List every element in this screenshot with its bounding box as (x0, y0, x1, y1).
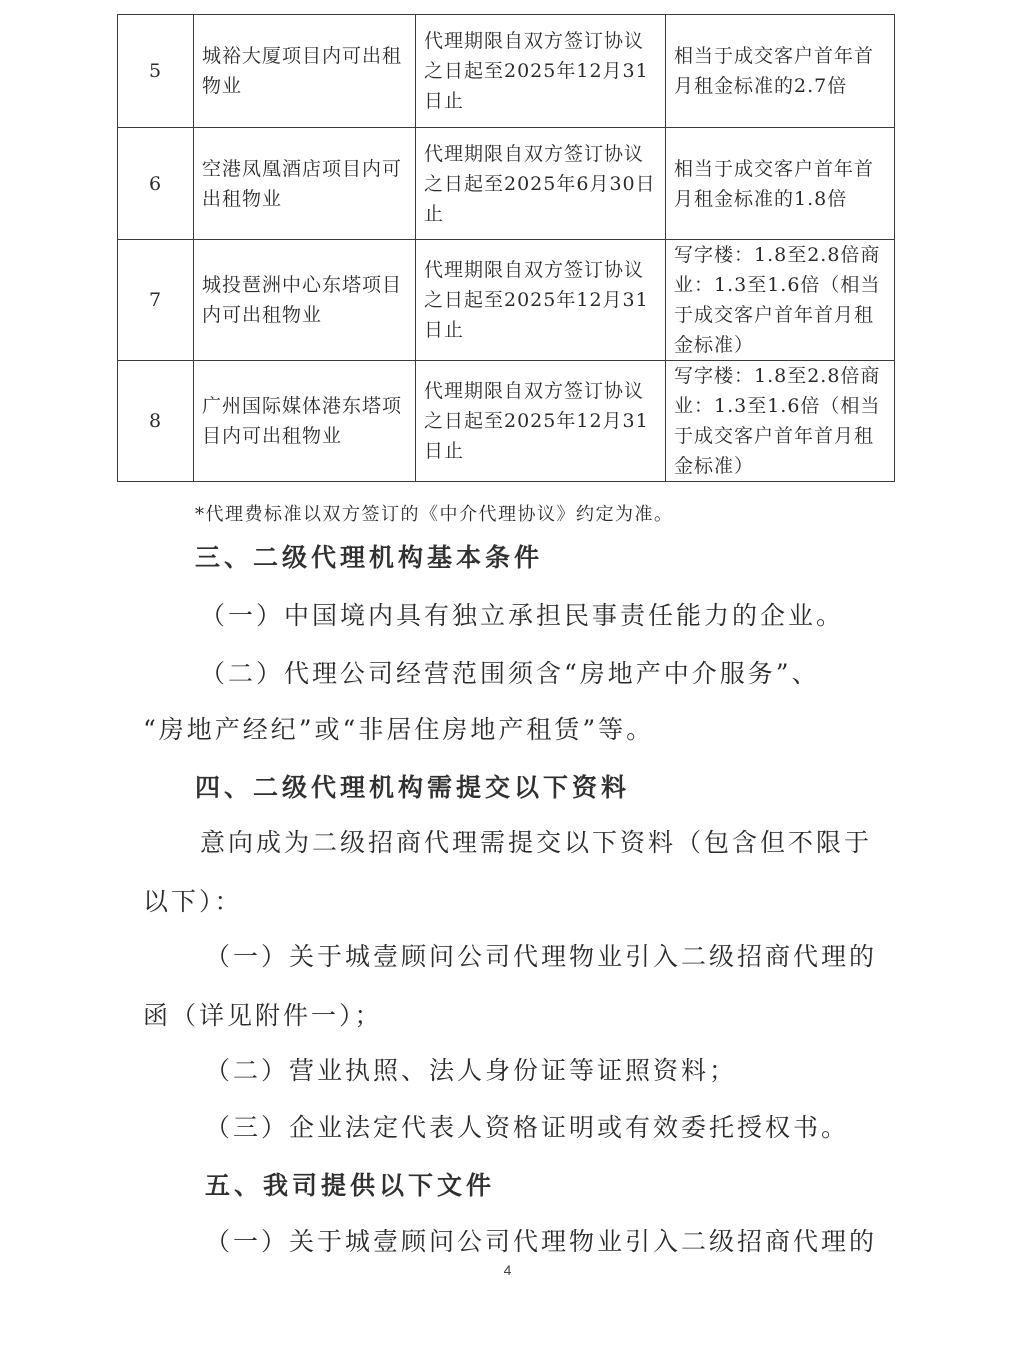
section-4-item-2: （二）营业执照、法人身份证等证照资料； (205, 1056, 738, 1085)
period-cell: 代理期限自双方签订协议之日起至2025年12月31日止 (416, 15, 666, 128)
fee-cell: 相当于成交客户首年首月租金标准的2.7倍 (666, 15, 895, 128)
page-number: 4 (503, 1262, 512, 1278)
section-5-heading: 五、我司提供以下文件 (205, 1171, 496, 1200)
row-number: 6 (118, 128, 194, 240)
fee-cell: 写字楼：1.8至2.8倍商业：1.3至1.6倍（相当于成交客户首年首月租金标准） (666, 240, 895, 361)
table-row (118, 128, 895, 240)
property-cell: 空港凤凰酒店项目内可出租物业 (194, 128, 416, 240)
table-row (118, 240, 895, 361)
row-number: 7 (118, 240, 194, 361)
property-cell: 城投琶洲中心东塔项目内可出租物业 (194, 240, 416, 361)
property-cell: 广州国际媒体港东塔项目内可出租物业 (194, 361, 416, 482)
fee-cell: 相当于成交客户首年首月租金标准的1.8倍 (666, 128, 895, 240)
row-number: 8 (118, 361, 194, 482)
section-4-heading: 四、二级代理机构需提交以下资料 (195, 773, 631, 802)
fee-footnote: *代理费标准以双方签订的《中介代理协议》约定为准。 (195, 504, 674, 525)
property-cell: 城裕大厦项目内可出租物业 (194, 15, 416, 128)
section-5-item-1-line-1: （一）关于城壹顾问公司代理物业引入二级招商代理的 (205, 1227, 878, 1256)
period-cell: 代理期限自双方签订协议之日起至2025年12月31日止 (416, 240, 666, 361)
agency-table (117, 14, 895, 482)
section-4-intro-line-2: 以下）： (143, 887, 243, 916)
row-number: 5 (118, 15, 194, 128)
period-cell: 代理期限自双方签订协议之日起至2025年6月30日止 (416, 128, 666, 240)
section-4-item-1-line-2: 函（详见附件一）； (143, 1001, 383, 1030)
section-3-item-2-line-1: （二）代理公司经营范围须含“房地产中介服务”、 (200, 659, 820, 688)
section-3-heading: 三、二级代理机构基本条件 (195, 543, 544, 572)
section-4-intro-line-1: 意向成为二级招商代理需提交以下资料（包含但不限于 (200, 828, 873, 857)
table-row (118, 361, 895, 482)
table-row (118, 15, 895, 128)
period-cell: 代理期限自双方签订协议之日起至2025年12月31日止 (416, 361, 666, 482)
section-3-item-2-line-2: “房地产经纪”或“非居住房地产租赁”等。 (143, 715, 655, 744)
fee-cell: 写字楼：1.8至2.8倍商业：1.3至1.6倍（相当于成交客户首年首月租金标准） (666, 361, 895, 482)
section-4-item-1-line-1: （一）关于城壹顾问公司代理物业引入二级招商代理的 (205, 942, 878, 971)
section-4-item-3: （三）企业法定代表人资格证明或有效委托授权书。 (205, 1113, 850, 1142)
section-3-item-1: （一）中国境内具有独立承担民事责任能力的企业。 (200, 601, 845, 630)
